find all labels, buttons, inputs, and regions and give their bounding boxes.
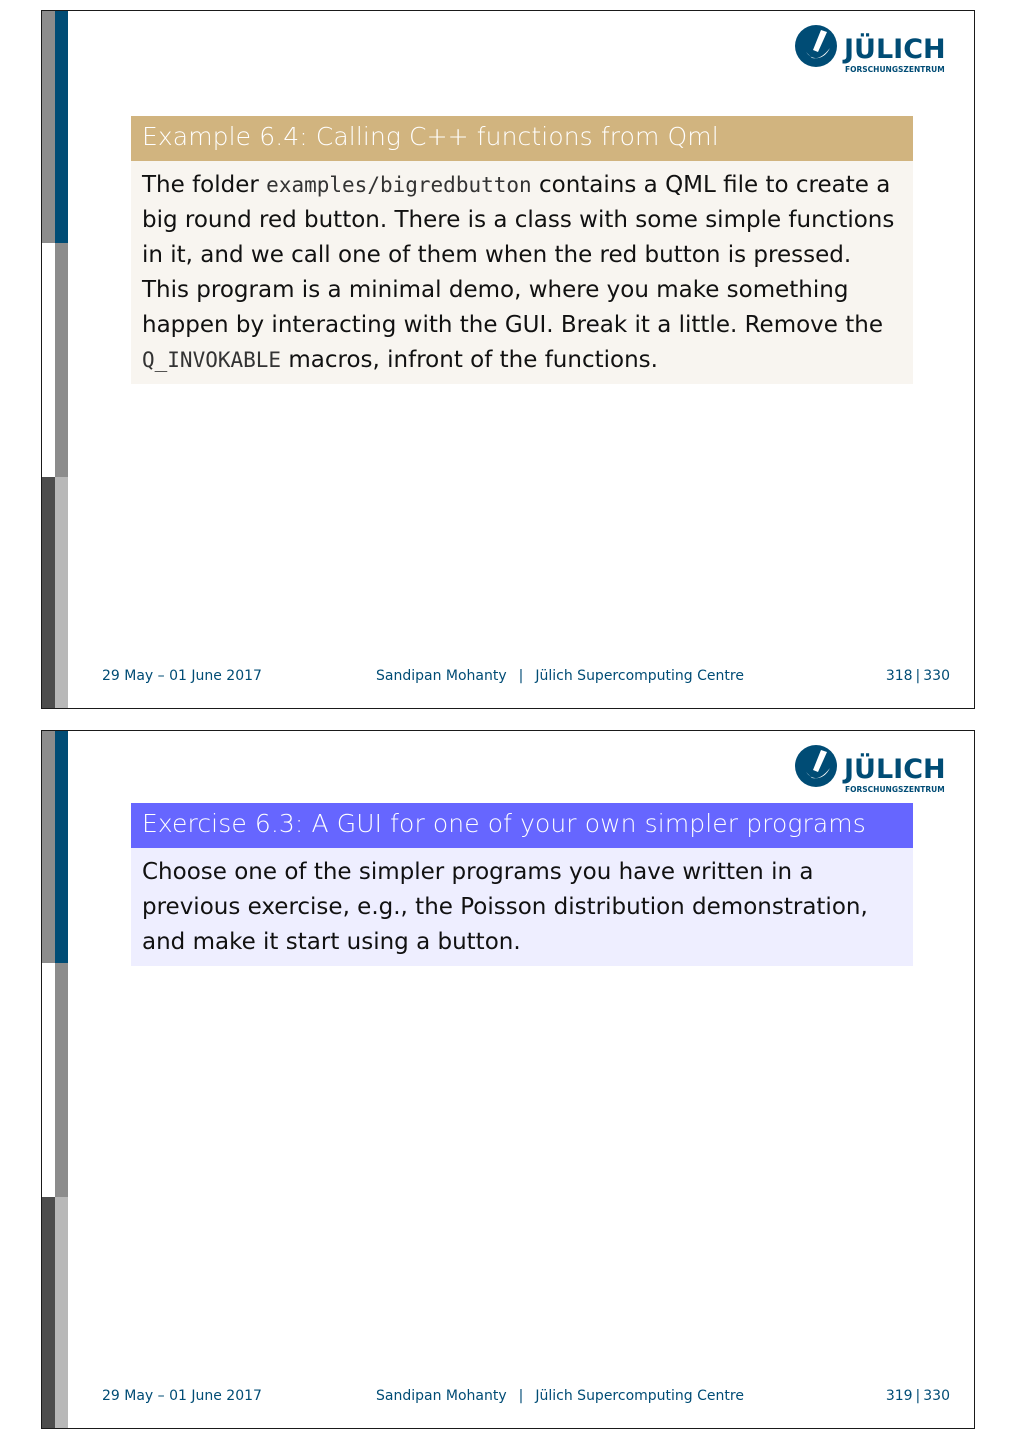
side-bar-segment xyxy=(42,731,55,963)
code-path: examples/bigredbutton xyxy=(266,173,532,197)
footer-center xyxy=(376,668,744,684)
side-bar-segment xyxy=(55,11,68,243)
side-bar-segment xyxy=(55,243,68,477)
body-text: contains a QML file to create a big round red button. There is a class with some simple functions in it, and we call one of them when the red button is pressed. This program is a minimal demo, where you make something happen by interacting with the GUI. Break it a little. Remove the xyxy=(142,172,895,338)
body-text: macros, infront of the functions. xyxy=(281,347,658,373)
julich-emblem-icon xyxy=(795,745,837,787)
julich-logo xyxy=(792,742,952,796)
slide-footer xyxy=(42,668,974,688)
slide-footer xyxy=(42,1388,974,1408)
page-separator: | xyxy=(915,1388,921,1404)
side-navigation-bar xyxy=(42,731,68,1428)
julich-logo xyxy=(792,22,952,76)
side-bar-segment xyxy=(42,963,55,1197)
logo-wordmark: JÜLICH xyxy=(844,34,946,65)
side-bar-segment xyxy=(42,11,55,243)
side-bar-segment xyxy=(42,243,55,477)
page-current: 319 xyxy=(885,1388,913,1404)
body-text: Choose one of the simpler programs you have written in a previous exercise, e.g., the Poisson distribution demonstration, and make it start using a button. xyxy=(142,859,868,955)
footer-date: 29 May – 01 June 2017 xyxy=(102,1388,262,1404)
footer-institute: Jülich Supercomputing Centre xyxy=(535,1388,744,1404)
logo-subtitle: FORSCHUNGSZENTRUM xyxy=(845,65,945,74)
logo-subtitle: FORSCHUNGSZENTRUM xyxy=(845,785,945,794)
page-total: 330 xyxy=(923,1388,950,1404)
footer-institute: Jülich Supercomputing Centre xyxy=(535,668,744,684)
footer-page-number xyxy=(886,1388,950,1404)
julich-emblem-icon xyxy=(795,25,837,67)
page-separator: | xyxy=(915,668,921,684)
footer-author: Sandipan Mohanty xyxy=(376,668,507,684)
slide-319 xyxy=(41,730,975,1429)
footer-author: Sandipan Mohanty xyxy=(376,1388,507,1404)
body-text: The folder xyxy=(142,172,267,198)
slide-318 xyxy=(41,10,975,709)
footer-date: 29 May – 01 June 2017 xyxy=(102,668,262,684)
page-total: 330 xyxy=(923,668,950,684)
footer-separator: | xyxy=(518,668,524,684)
footer-separator: | xyxy=(518,1388,524,1404)
page-current: 318 xyxy=(885,668,913,684)
side-navigation-bar xyxy=(42,11,68,708)
side-bar-segment xyxy=(55,731,68,963)
logo-wordmark: JÜLICH xyxy=(844,754,946,785)
example-block-body xyxy=(131,161,913,384)
footer-page-number xyxy=(886,668,950,684)
exercise-block xyxy=(131,803,913,966)
side-bar-segment xyxy=(55,963,68,1197)
footer-center xyxy=(376,1388,744,1404)
example-block xyxy=(131,116,913,384)
example-block-title: Example 6.4: Calling C++ functions from Qml xyxy=(131,116,913,161)
exercise-block-body xyxy=(131,848,913,966)
code-macro: Q_INVOKABLE xyxy=(142,348,282,372)
exercise-block-title: Exercise 6.3: A GUI for one of your own simpler programs xyxy=(131,803,913,848)
